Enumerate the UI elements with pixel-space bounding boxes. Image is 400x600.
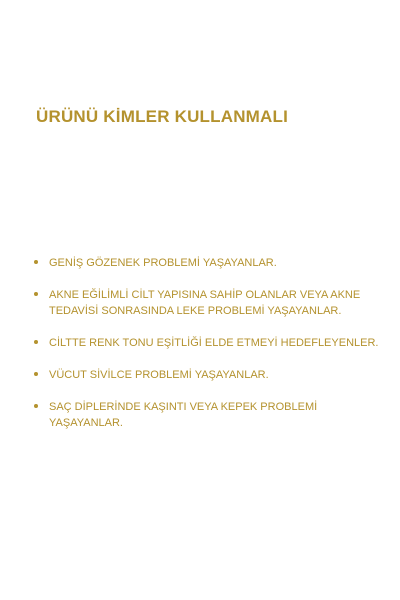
list-item-text: CİLTTE RENK TONU EŞİTLİĞİ ELDE ETMEYİ HEDEFLEYENLER.	[49, 337, 379, 349]
audience-list	[34, 255, 384, 447]
bullet-dot-icon	[34, 340, 38, 344]
list-item	[34, 367, 384, 383]
list-item-text: AKNE EĞİLİMLİ CİLT YAPISINA SAHİP OLANLAR VEYA AKNE TEDAVİSİ SONRASINDA LEKE PROBLEMİ YAŞAYANLAR.	[49, 289, 361, 317]
list-item-text: GENİŞ GÖZENEK PROBLEMİ YAŞAYANLAR.	[49, 257, 277, 269]
page-title: ÜRÜNÜ KİMLER KULLANMALI	[36, 107, 289, 126]
list-item	[34, 399, 384, 431]
list-item	[34, 335, 384, 351]
list-item	[34, 255, 384, 271]
bullet-dot-icon	[34, 260, 38, 264]
list-item	[34, 287, 384, 319]
bullet-dot-icon	[34, 372, 38, 376]
list-item-text: SAÇ DİPLERİNDE KAŞINTI VEYA KEPEK PROBLEMİ YAŞAYANLAR.	[49, 401, 318, 429]
list-item-text: VÜCUT SİVİLCE PROBLEMİ YAŞAYANLAR.	[49, 369, 269, 381]
bullet-dot-icon	[34, 404, 38, 408]
bullet-dot-icon	[34, 292, 38, 296]
